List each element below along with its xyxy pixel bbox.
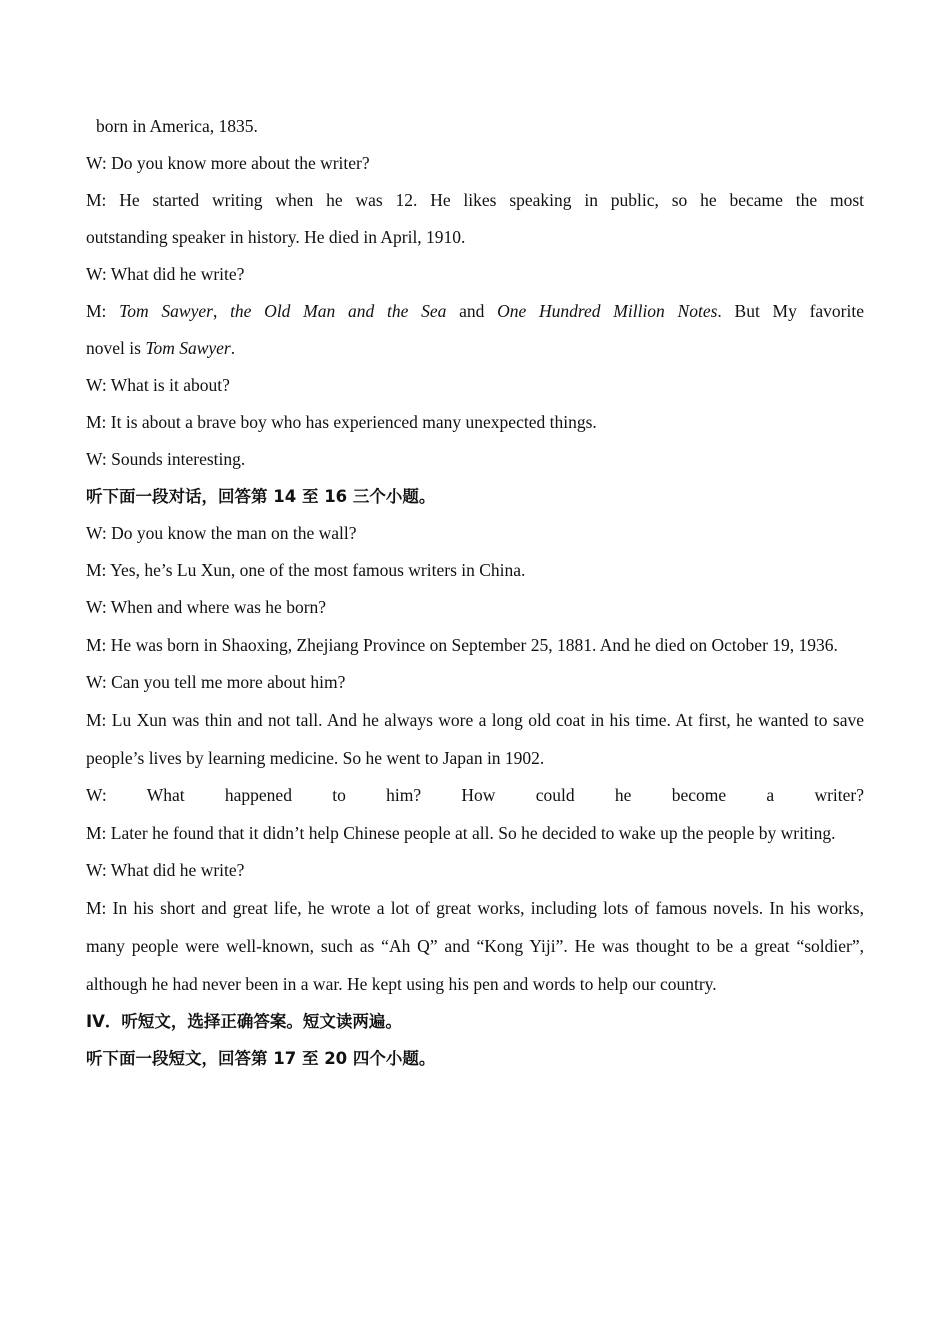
section-heading: 听下面一段对话，回答第 14 至 16 三个小题。 xyxy=(86,487,436,506)
text-paragraph: M: Lu Xun was thin and not tall. And he always wore a long old coat in his time. At first, he wanted to save people’s lives by learning medicine. So he went to Japan in 1902. xyxy=(86,710,864,768)
text-line: novel is Tom Sawyer. xyxy=(86,338,236,358)
speaker-label: M: xyxy=(86,301,107,321)
section-heading: IV．听短文，选择正确答案。短文读两遍。 xyxy=(86,1012,402,1031)
text-line: W: What did he write? xyxy=(86,264,245,284)
text-fragment: novel is xyxy=(86,338,141,358)
conjunction: and xyxy=(459,301,485,321)
text-line: W: Can you tell me more about him? xyxy=(86,672,346,692)
book-title: the Old Man and the Sea xyxy=(230,301,447,321)
text-line: W: What happened to him? How could he become a writer? xyxy=(86,785,864,805)
book-title: Tom Sawyer xyxy=(119,301,213,321)
book-title: One Hundred Million Notes xyxy=(497,301,718,321)
text-line: W: Do you know the man on the wall? xyxy=(86,523,357,543)
text-line: outstanding speaker in history. He died in April, 1910. xyxy=(86,227,466,247)
text-line: M: He started writing when he was 12. He likes speaking in public, so he became the most xyxy=(86,190,864,210)
text-line: W: What did he write? xyxy=(86,860,245,880)
text-line: born in America, 1835. xyxy=(96,116,258,136)
text-line-books: M: Tom Sawyer, the Old Man and the Sea and One Hundred Million Notes. But My favorite xyxy=(86,301,864,321)
text-line: W: What is it about? xyxy=(86,375,230,395)
document-page xyxy=(86,108,864,1077)
text-line: M: Yes, he’s Lu Xun, one of the most famous writers in China. xyxy=(86,560,526,580)
text-line: W: Do you know more about the writer? xyxy=(86,153,370,173)
text-line: W: When and where was he born? xyxy=(86,597,327,617)
section-heading: 听下面一段短文，回答第 17 至 20 四个小题。 xyxy=(86,1049,436,1068)
text-line: M: It is about a brave boy who has experienced many unexpected things. xyxy=(86,412,597,432)
text-paragraph: M: In his short and great life, he wrote a lot of great works, including lots of famous novels. In his works, many people were well-known, such as “Ah Q” and “Kong Yiji”. He was thought to be a great “soldier”, although he had never been in a war. He kept using his pen and words to help our country. xyxy=(86,898,864,994)
text-paragraph: M: He was born in Shaoxing, Zhejiang Province on September 25, 1881. And he died on October 19, 1936. xyxy=(86,635,838,655)
text-paragraph: M: Later he found that it didn’t help Chinese people at all. So he decided to wake up the people by writing. xyxy=(86,823,836,843)
book-title: Tom Sawyer xyxy=(145,338,231,358)
text-line: W: Sounds interesting. xyxy=(86,449,246,469)
text-fragment: . But My favorite xyxy=(717,301,864,321)
